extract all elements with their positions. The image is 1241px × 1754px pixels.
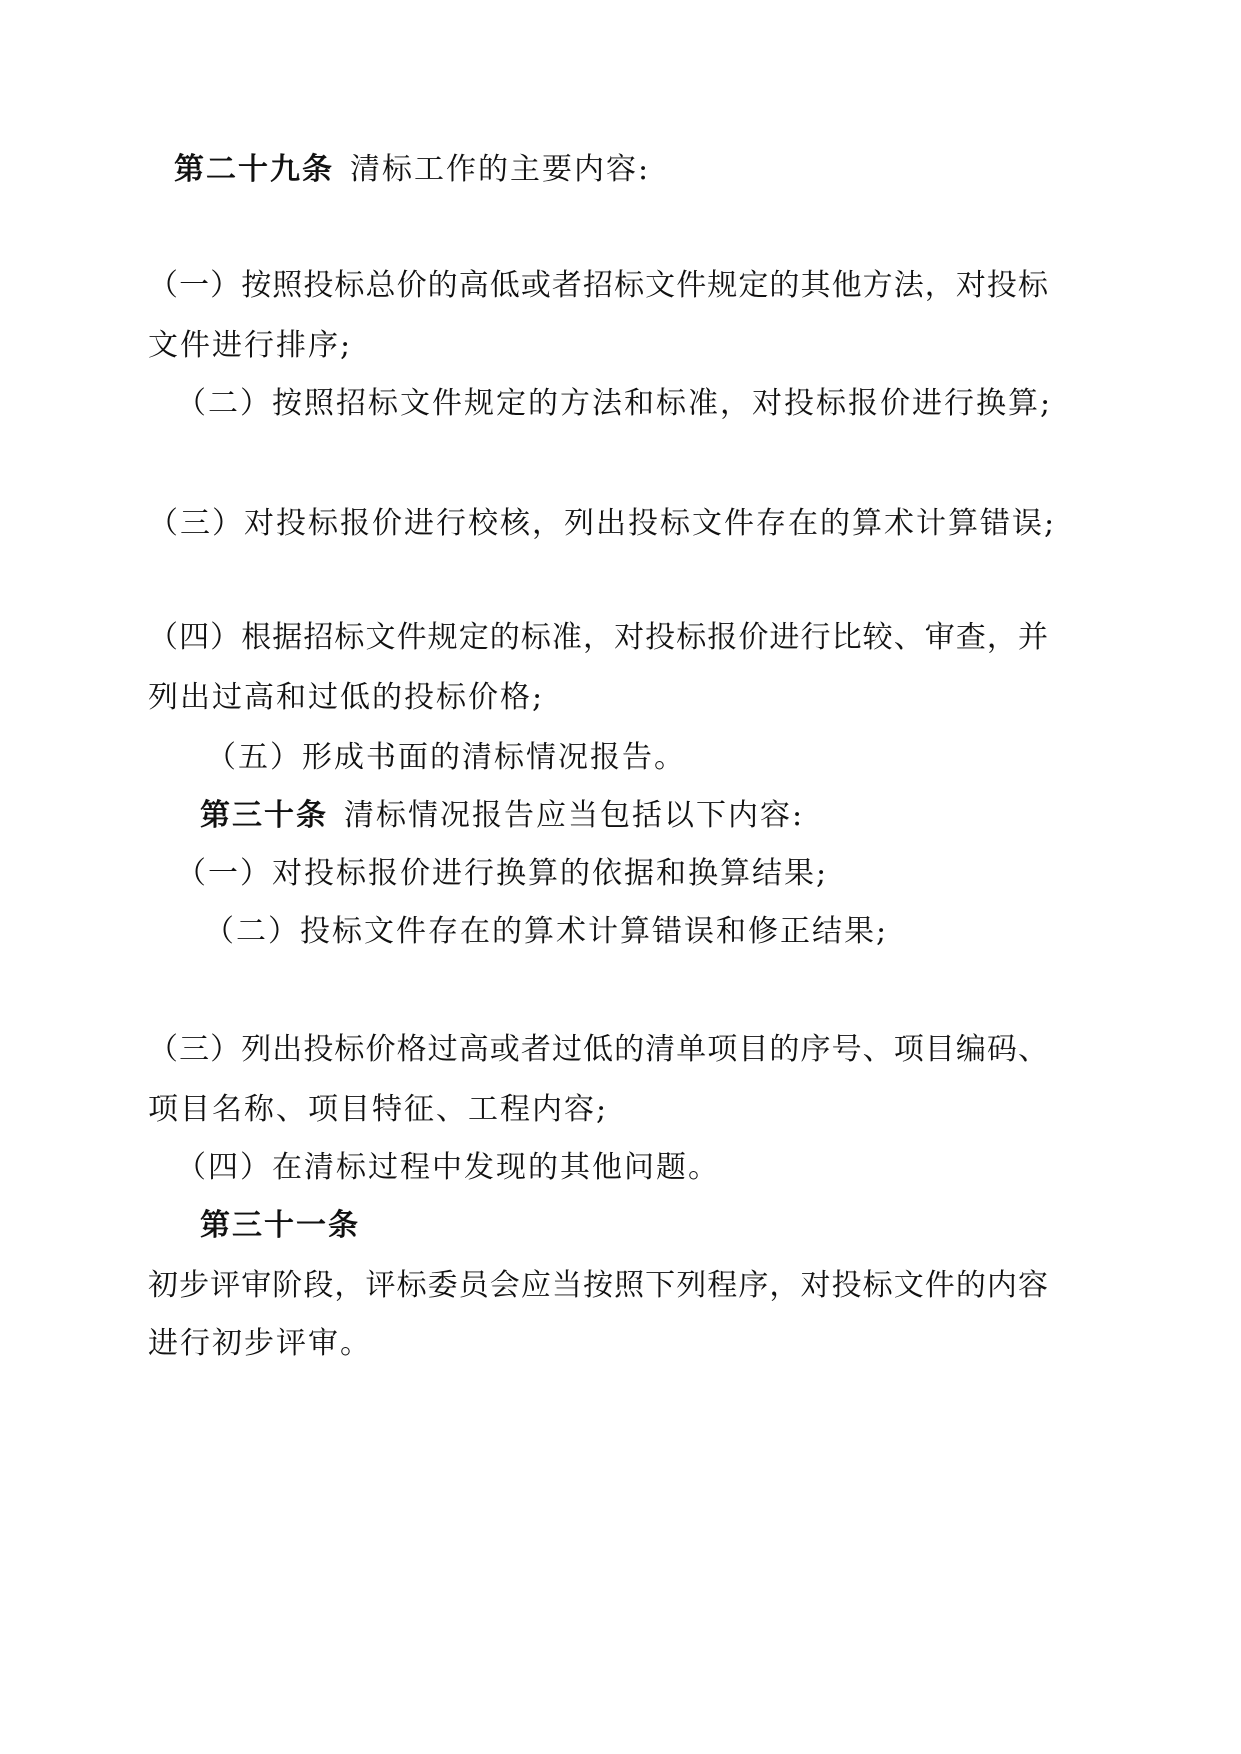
article-29-item-2: （二）按照招标文件规定的方法和标准，对投标报价进行换算; <box>176 386 1053 421</box>
article-29-item-1-line-2: 文件进行排序; <box>148 328 353 363</box>
article-30-item-3-line-1: （三）列出投标价格过高或者过低的清单项目的序号、项目编码、 <box>148 1032 1048 1067</box>
article-29-item-5: （五）形成书面的清标情况报告。 <box>206 740 686 775</box>
article-30-text: 清标情况报告应当包括以下内容: <box>344 798 805 833</box>
article-29-item-4-line-2: 列出过高和过低的投标价格; <box>148 680 545 715</box>
article-30-item-2: （二）投标文件存在的算术计算错误和修正结果; <box>204 914 889 949</box>
article-29-text: 清标工作的主要内容: <box>350 152 651 187</box>
article-31-heading: 第三十一条 <box>200 1208 360 1243</box>
article-30-item-4: （四）在清标过程中发现的其他问题。 <box>176 1150 720 1185</box>
article-29-item-4-line-1: （四）根据招标文件规定的标准，对投标报价进行比较、审查，并 <box>148 620 1048 655</box>
article-31-line-1: 初步评审阶段，评标委员会应当按照下列程序，对投标文件的内容 <box>148 1268 1048 1303</box>
article-30-item-3-line-2: 项目名称、项目特征、工程内容; <box>148 1092 609 1127</box>
article-29-item-1-line-1: （一）按照投标总价的高低或者招标文件规定的其他方法，对投标 <box>148 268 1048 303</box>
article-30-heading <box>200 796 804 836</box>
article-29-label: 第二十九条 <box>174 152 334 187</box>
article-31-line-2: 进行初步评审。 <box>148 1326 372 1361</box>
article-29-heading <box>174 150 650 190</box>
article-30-item-1: （一）对投标报价进行换算的依据和换算结果; <box>176 856 829 891</box>
article-29-item-3: （三）对投标报价进行校核，列出投标文件存在的算术计算错误; <box>148 506 1057 541</box>
article-30-label: 第三十条 <box>200 798 328 833</box>
